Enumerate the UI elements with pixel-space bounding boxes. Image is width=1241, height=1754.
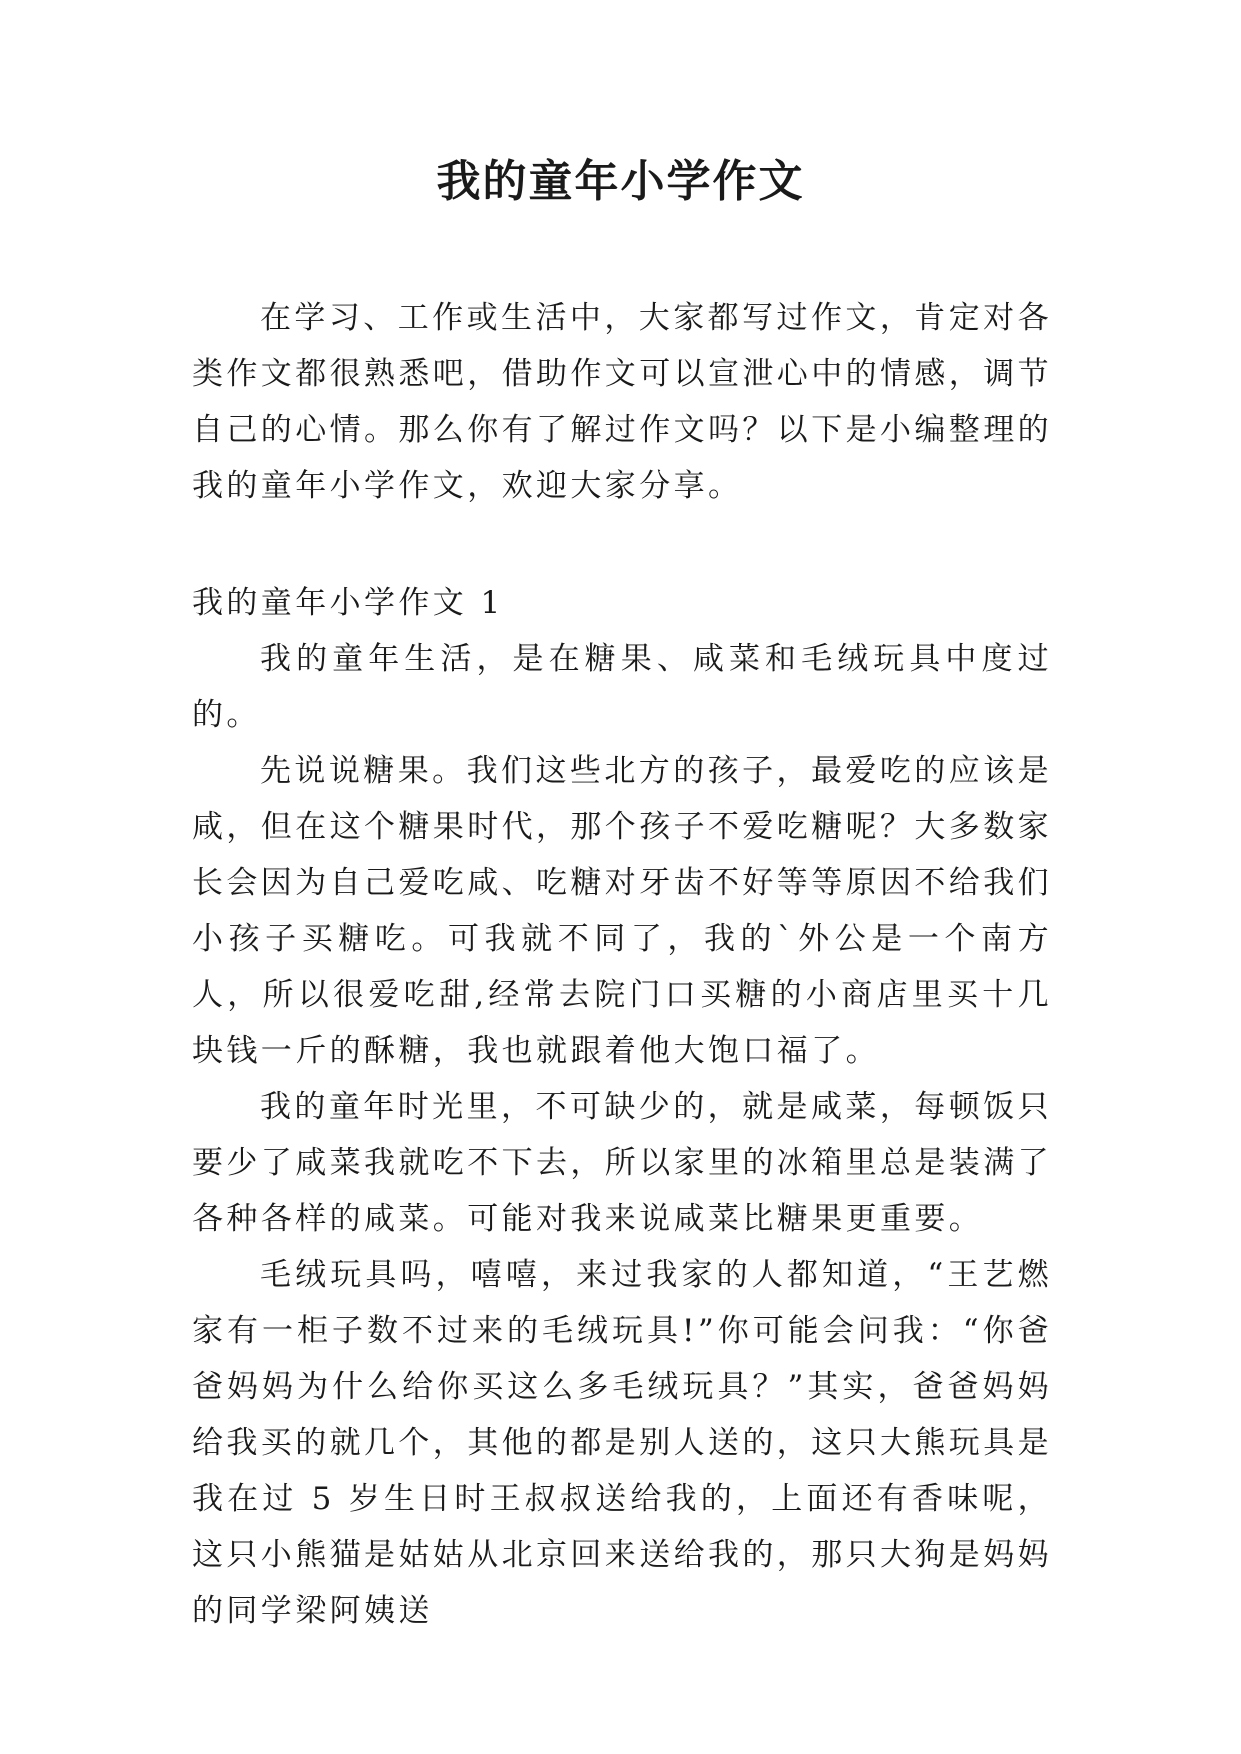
essay-paragraph-4: 毛绒玩具吗，嘻嘻，来过我家的人都知道，“王艺燃家有一柜子数不过来的毛绒玩具!”你可能会问我：“你爸爸妈妈为什么给你买这么多毛绒玩具？”其实，爸爸妈妈给我买的就几个，其他的都是别人送的，这只大熊玩具是我在过 5 岁生日时王叔叔送给我的，上面还有香味呢，这只小熊猫是姑姑从北京回来送给我的，那只大狗是妈妈的同学梁阿姨送: [192, 1257, 1052, 1629]
document-title: 我的童年小学作文: [436, 156, 805, 207]
section-heading: 我的童年小学作文 1: [192, 585, 504, 621]
essay-paragraph-1: 我的童年生活，是在糖果、咸菜和毛绒玩具中度过的。: [192, 641, 1052, 733]
intro-block: [192, 290, 1052, 514]
intro-paragraph: 在学习、工作或生活中，大家都写过作文，肯定对各类作文都很熟悉吧，借助作文可以宣泄心中的情感，调节自己的心情。那么你有了解过作文吗？以下是小编整理的我的童年小学作文，欢迎大家分享。: [192, 300, 1052, 504]
essay-paragraph-2: 先说说糖果。我们这些北方的孩子，最爱吃的应该是咸，但在这个糖果时代，那个孩子不爱吃糖呢？大多数家长会因为自己爱吃咸、吃糖对牙齿不好等等原因不给我们小孩子买糖吃。可我就不同了，我的`外公是一个南方人，所以很爱吃甜,经常去院门口买糖的小商店里买十几块钱一斤的酥糖，我也就跟着他大饱口福了。: [192, 753, 1052, 1069]
essay-paragraph-3: 我的童年时光里，不可缺少的，就是咸菜，每顿饭只要少了咸菜我就吃不下去，所以家里的冰箱里总是装满了各种各样的咸菜。可能对我来说咸菜比糖果更重要。: [192, 1089, 1052, 1237]
essay-section: [192, 575, 1052, 1639]
